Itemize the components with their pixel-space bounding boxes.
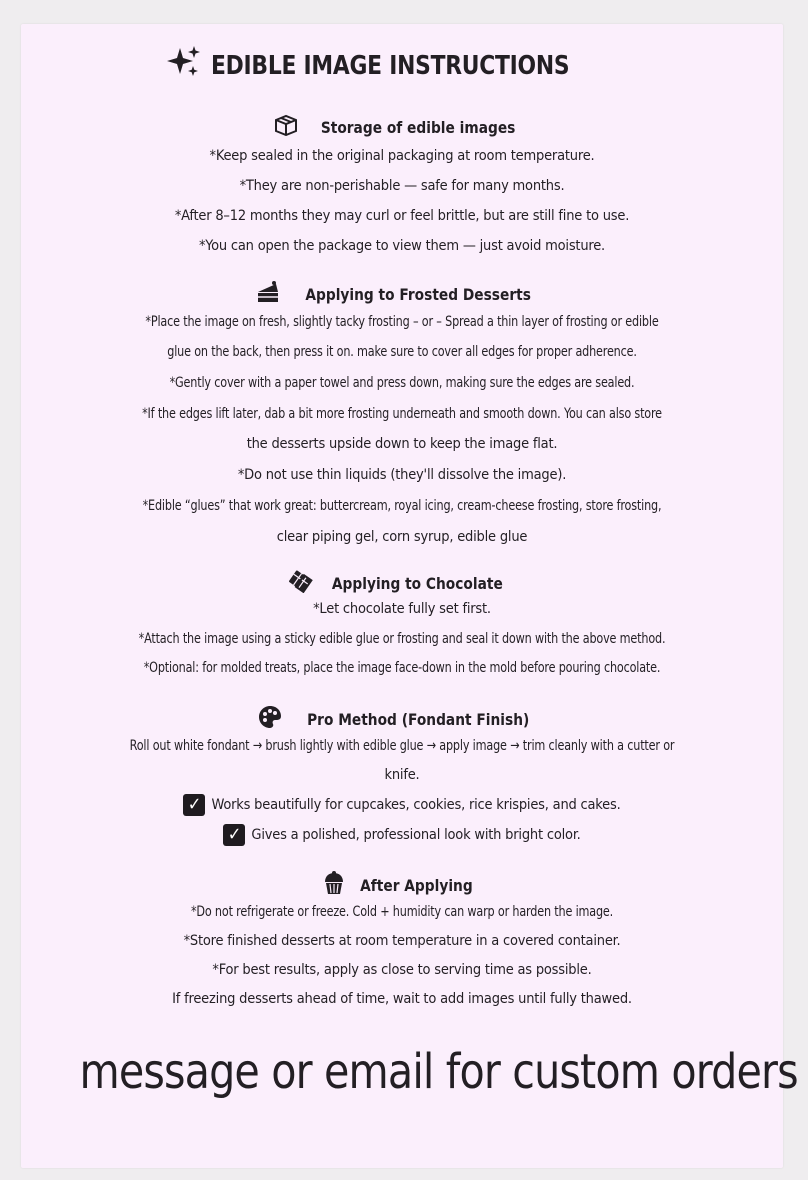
- after-line-2: *Store finished desserts at room temperature in a covered container.: [183, 933, 621, 949]
- storage-line-2: *They are non-perishable — safe for many months.: [239, 178, 565, 194]
- check-icon: ✓: [223, 824, 245, 846]
- frosted-line-2: glue on the back, then press it on. make sure to cover all edges for proper adherence.: [167, 344, 637, 360]
- storage-line-1: *Keep sealed in the original packaging at room temperature.: [209, 148, 595, 164]
- page-title: EDIBLE IMAGE INSTRUCTIONS: [211, 50, 570, 81]
- frosted-line-8: clear piping gel, corn syrup, edible glue: [276, 529, 528, 545]
- package-icon: [273, 114, 299, 140]
- chocolate-line-2: *Attach the image using a sticky edible glue or frosting and seal it down with the above method.: [138, 631, 666, 647]
- sparkles-icon: [166, 44, 202, 87]
- section-heading-storage: Storage of edible images: [21, 114, 783, 140]
- check-icon: ✓: [183, 794, 205, 816]
- pro-method-line-2: knife.: [384, 767, 420, 783]
- section-heading-chocolate: Applying to Chocolate: [21, 569, 783, 597]
- pro-method-line-1: Roll out white fondant → brush lightly with edible glue → apply image → trim cleanly with a cutter or: [129, 738, 675, 754]
- frosted-line-4: *If the edges lift later, dab a bit more frosting underneath and smooth down. You can also store: [142, 406, 662, 422]
- section-heading-after-applying: After Applying: [21, 870, 783, 900]
- storage-line-3: *After 8–12 months they may curl or feel brittle, but are still fine to use.: [174, 208, 630, 224]
- cake-icon: [255, 280, 281, 308]
- frosted-line-5: the desserts upside down to keep the image flat.: [246, 436, 558, 452]
- chocolate-line-1: *Let chocolate fully set first.: [313, 601, 491, 617]
- frosted-line-6: *Do not use thin liquids (they'll dissolve the image).: [237, 467, 567, 483]
- pro-method-check-2: ✓ Gives a polished, professional look with bright color.: [21, 824, 783, 846]
- storage-line-4: *You can open the package to view them — just avoid moisture.: [198, 238, 606, 254]
- chocolate-bar-icon: [287, 569, 313, 597]
- pro-method-check-1: ✓ Works beautifully for cupcakes, cookies, rice krispies, and cakes.: [21, 794, 783, 816]
- after-line-3: *For best results, apply as close to serving time as possible.: [212, 962, 592, 978]
- frosted-line-1: *Place the image on fresh, slightly tacky frosting – or – Spread a thin layer of frosting or edible: [145, 314, 659, 330]
- custom-orders-footer: message or email for custom orders: [79, 1044, 798, 1100]
- instruction-card: [21, 24, 798, 1168]
- section-heading-pro-method: Pro Method (Fondant Finish): [21, 704, 783, 734]
- after-line-1: *Do not refrigerate or freeze. Cold + humidity can warp or harden the image.: [190, 904, 614, 920]
- section-heading-frosted: Applying to Frosted Desserts: [21, 280, 783, 308]
- palette-icon: [257, 704, 283, 734]
- page-title-row: [21, 44, 783, 87]
- frosted-line-7: *Edible “glues” that work great: buttercream, royal icing, cream-cheese frosting, store frosting,: [142, 498, 662, 514]
- frosted-line-3: *Gently cover with a paper towel and press down, making sure the edges are sealed.: [169, 375, 635, 391]
- chocolate-line-3: *Optional: for molded treats, place the image face-down in the mold before pouring chocolate.: [143, 660, 661, 676]
- after-line-4: If freezing desserts ahead of time, wait to add images until fully thawed.: [172, 991, 632, 1007]
- cupcake-icon: [322, 870, 346, 900]
